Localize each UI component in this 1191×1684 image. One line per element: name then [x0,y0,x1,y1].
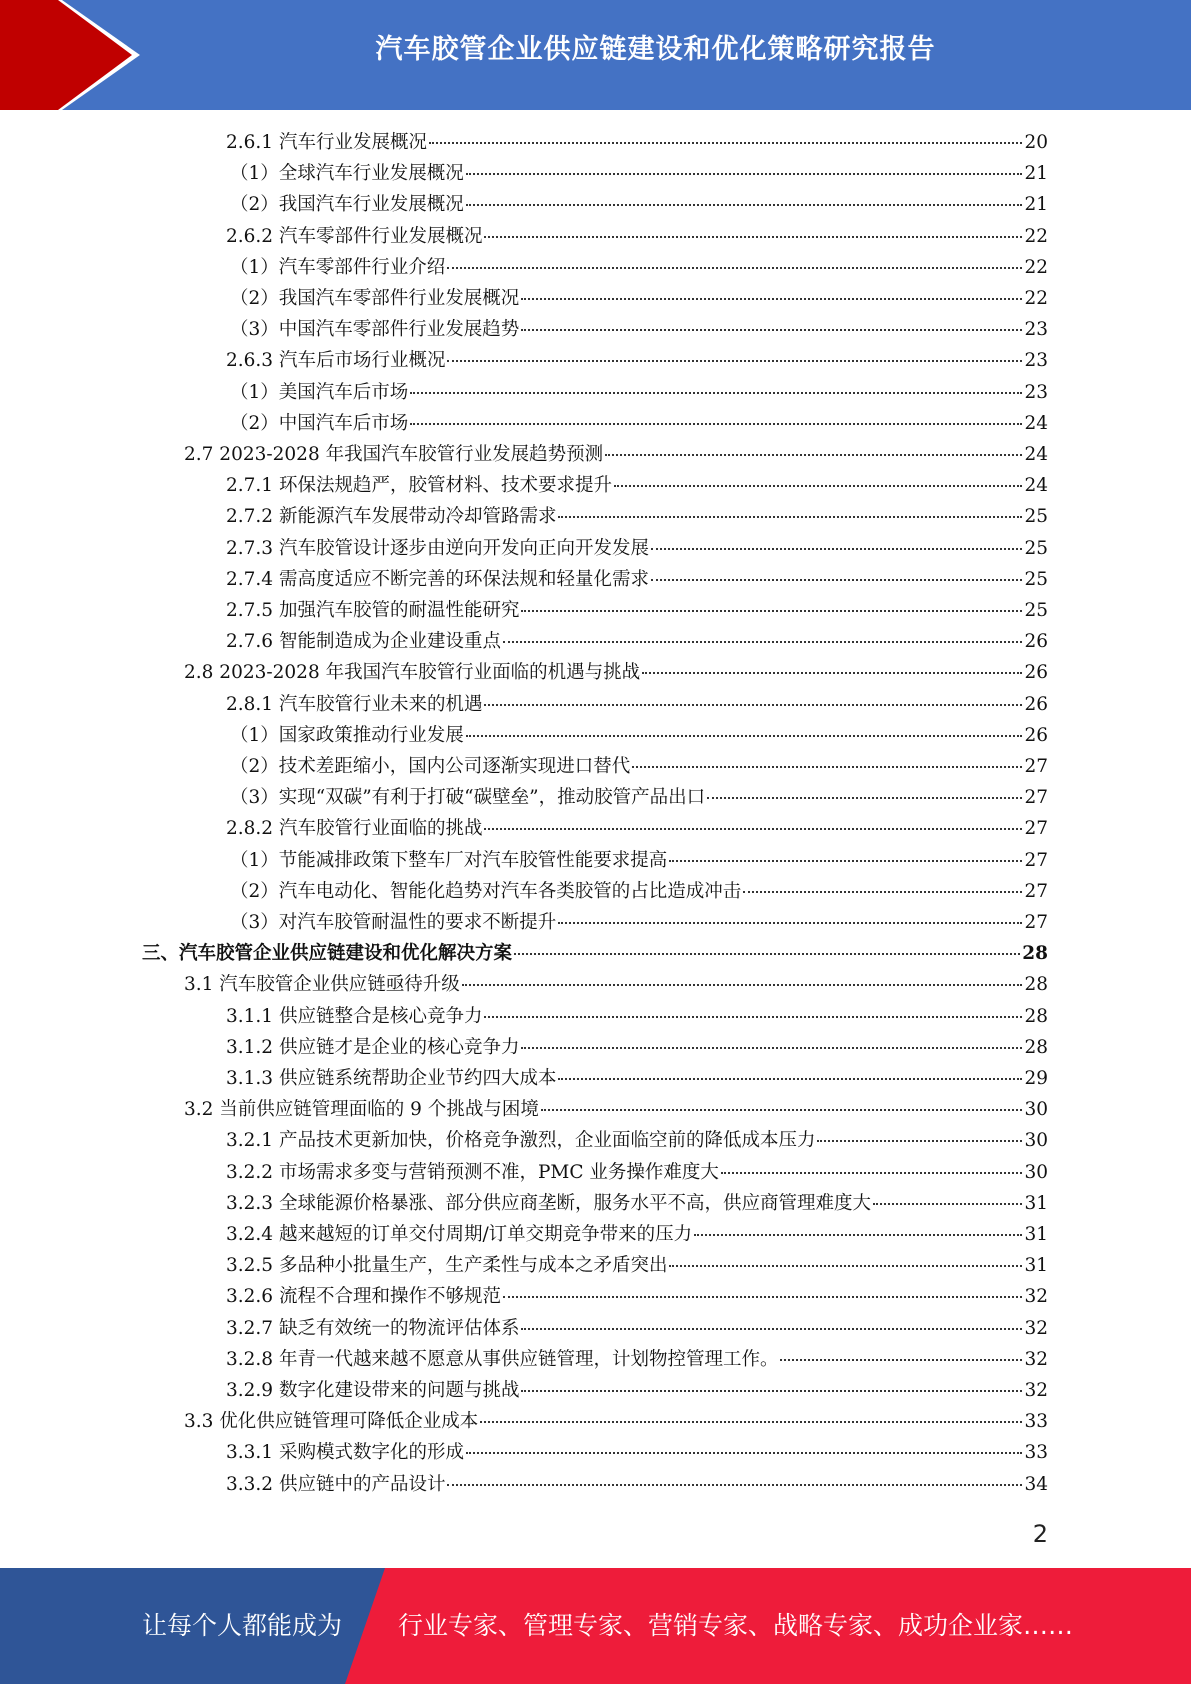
toc-entry[interactable] [226,222,1048,253]
toc-entry-page: 30 [1024,1161,1048,1183]
toc-entry-page: 25 [1024,568,1048,590]
toc-dot-leader [484,235,1022,238]
toc-entry-page: 21 [1024,163,1048,185]
toc-entry[interactable] [226,128,1048,159]
toc-entry[interactable] [226,1376,1048,1407]
toc-entry-page: 27 [1024,880,1048,902]
toc-dot-leader [694,1233,1022,1236]
toc-dot-leader [558,1077,1022,1080]
toc-dot-leader [503,640,1022,643]
toc-dot-leader [429,141,1022,144]
toc-entry-page: 22 [1024,288,1048,309]
toc-entry-page: 27 [1024,818,1048,840]
toc-entry-title: （1）国家政策推动行业发展 [230,724,464,746]
toc-entry-title: 2.7.4 需高度适应不断完善的环保法规和轻量化需求 [226,568,649,590]
toc-dot-leader [521,328,1022,331]
toc-entry-page: 24 [1024,444,1048,465]
toc-entry[interactable] [230,315,1048,346]
toc-entry-title: 3.2.7 缺乏有效统一的物流评估体系 [226,1317,520,1339]
toc-entry[interactable] [226,627,1048,658]
toc-entry-title: （2）技术差距缩小，国内公司逐渐实现进口替代 [230,756,631,777]
toc-entry-page: 26 [1024,693,1048,715]
toc-entry-title: 3.3.2 供应链中的产品设计 [226,1473,446,1495]
toc-entry-title: 3.3.1 采购模式数字化的形成 [226,1442,464,1464]
toc-entry[interactable] [226,1314,1048,1345]
toc-entry[interactable] [226,502,1048,533]
toc-entry-page: 28 [1022,943,1048,965]
toc-entry[interactable] [226,1002,1048,1033]
toc-entry-title: （2）我国汽车行业发展概况 [230,194,464,216]
toc-dot-leader [558,921,1022,924]
toc-entry-title: （2）我国汽车零部件行业发展概况 [230,288,520,309]
toc-entry-page: 32 [1024,1348,1048,1370]
toc-dot-leader [466,1451,1022,1454]
toc-entry[interactable] [226,346,1048,377]
toc-entry-title: 3.2.5 多品种小批量生产，生产柔性与成本之矛盾突出 [226,1255,668,1277]
toc-entry-page: 27 [1024,849,1048,871]
toc-entry-page: 30 [1024,1099,1048,1121]
toc-entry-title: （1）汽车零部件行业介绍 [230,256,446,278]
page-footer [0,1568,1191,1684]
toc-entry-page: 31 [1024,1192,1048,1214]
toc-entry-page: 27 [1024,756,1048,777]
toc-entry[interactable] [230,253,1048,284]
toc-entry-page: 27 [1024,912,1048,933]
toc-dot-leader [642,671,1022,674]
toc-entry[interactable] [230,284,1048,315]
toc-entry-page: 22 [1024,225,1048,247]
header-arrow-shape [0,0,160,110]
toc-entry-title: 3.3 优化供应链管理可降低企业成本 [184,1411,479,1433]
toc-entry-page: 23 [1024,350,1048,372]
toc-dot-leader [503,1295,1022,1298]
toc-entry[interactable] [226,565,1048,596]
footer-slogan-right: 行业专家、管理专家、营销专家、战略专家、成功企业家…… [398,1611,1074,1640]
toc-entry-page: 24 [1024,412,1048,434]
toc-entry[interactable] [230,409,1048,440]
toc-dot-leader [558,515,1022,518]
toc-entry-title: 3.2.9 数字化建设带来的问题与挑战 [226,1380,520,1401]
toc-entry[interactable] [226,534,1048,565]
toc-entry-title: 三、汽车胶管企业供应链建设和优化解决方案 [142,943,513,965]
toc-entry-page: 24 [1024,475,1048,497]
toc-entry[interactable] [230,752,1048,783]
page-number: 2 [1032,1520,1048,1548]
toc-entry-title: （3）对汽车胶管耐温性的要求不断提升 [230,912,557,933]
toc-entry[interactable] [230,190,1048,221]
toc-dot-leader [410,422,1022,425]
toc-entry[interactable] [230,877,1048,908]
toc-dot-leader [632,765,1022,768]
toc-entry[interactable] [226,1158,1048,1189]
toc-entry[interactable] [226,1282,1048,1313]
page-header [0,0,1191,110]
toc-entry-page: 21 [1024,194,1048,216]
toc-entry[interactable] [184,658,1048,689]
toc-entry-page: 26 [1024,631,1048,653]
toc-dot-leader [721,1171,1023,1174]
toc-entry-title: （1）节能减排政策下整车厂对汽车胶管性能要求提高 [230,849,668,871]
toc-entry-title: 2.7.2 新能源汽车发展带动冷却管路需求 [226,506,557,528]
toc-entry[interactable] [230,846,1048,877]
toc-dot-leader [484,1015,1022,1018]
toc-dot-leader [743,890,1022,893]
toc-dot-leader [669,1264,1022,1267]
toc-dot-leader [651,547,1022,550]
toc-dot-leader [480,1420,1022,1423]
toc-entry-title: （2）中国汽车后市场 [230,412,409,434]
toc-entry-title: 3.2 当前供应链管理面临的 9 个挑战与困境 [184,1099,539,1121]
toc-dot-leader [466,203,1023,206]
toc-entry[interactable] [226,1438,1048,1469]
toc-dot-leader [466,734,1023,737]
toc-entry-page: 32 [1024,1286,1048,1308]
toc-dot-leader [521,1389,1022,1392]
toc-dot-leader [541,1108,1023,1111]
report-title: 汽车胶管企业供应链建设和优化策略研究报告 [375,34,936,65]
toc-entry-page: 32 [1024,1380,1048,1401]
toc-entry-title: 2.8.2 汽车胶管行业面临的挑战 [226,818,483,840]
toc-entry-title: 3.1 汽车胶管企业供应链亟待升级 [184,974,460,996]
toc-entry[interactable] [184,440,1048,471]
toc-dot-leader [521,609,1022,612]
toc-entry-title: （3）中国汽车零部件行业发展趋势 [230,319,520,341]
toc-dot-leader [669,859,1022,862]
toc-entry-page: 33 [1024,1411,1048,1433]
toc-entry[interactable] [230,378,1048,409]
toc-entry[interactable] [226,814,1048,845]
toc-dot-leader [447,1483,1022,1486]
toc-dot-leader [707,796,1022,799]
toc-entry[interactable] [226,1251,1048,1282]
toc-entry-title: （1）美国汽车后市场 [230,381,409,403]
toc-entry[interactable] [184,970,1048,1001]
toc-entry-page: 26 [1024,662,1048,684]
toc-entry[interactable] [230,721,1048,752]
toc-entry-title: 2.7 2023-2028 年我国汽车胶管行业发展趋势预测 [184,444,604,465]
toc-dot-leader [605,453,1022,456]
toc-entry-page: 29 [1024,1068,1048,1089]
toc-entry[interactable] [226,1189,1048,1220]
toc-entry-page: 28 [1024,1005,1048,1027]
toc-entry-title: 3.1.1 供应链整合是核心竞争力 [226,1005,483,1027]
toc-entry-title: 3.2.2 市场需求多变与营销预测不准，PMC 业务操作难度大 [226,1161,719,1183]
toc-entry[interactable] [230,783,1048,814]
toc-dot-leader [614,484,1022,487]
toc-dot-leader [462,983,1023,986]
toc-entry[interactable] [226,1220,1048,1251]
toc-entry-page: 23 [1024,381,1048,403]
toc-entry[interactable] [226,471,1048,502]
footer-slogan-left: 让每个人都能成为 [142,1611,343,1640]
toc-entry[interactable] [226,1064,1048,1095]
toc-dot-leader [521,297,1022,300]
toc-entry-page: 25 [1024,600,1048,621]
toc-entry[interactable] [226,1345,1048,1376]
toc-entry-title: 2.8 2023-2028 年我国汽车胶管行业面临的机遇与挑战 [184,662,641,684]
toc-entry-page: 27 [1024,787,1048,809]
toc-entry-title: 2.6.2 汽车零部件行业发展概况 [226,225,483,247]
toc-entry-page: 28 [1024,1036,1048,1058]
toc-dot-leader [447,266,1022,269]
toc-entry-page: 22 [1024,256,1048,278]
toc-entry-title: （1）全球汽车行业发展概况 [230,163,464,185]
toc-dot-leader [484,827,1022,830]
toc-entry[interactable] [230,908,1048,939]
toc-entry-title: 2.6.3 汽车后市场行业概况 [226,350,446,372]
toc-entry-title: 2.7.3 汽车胶管设计逐步由逆向开发向正向开发发展 [226,537,649,559]
toc-dot-leader [521,1046,1022,1049]
toc-entry-page: 31 [1024,1255,1048,1277]
toc-entry[interactable] [184,1407,1048,1438]
toc-entry-title: 2.6.1 汽车行业发展概况 [226,132,427,153]
toc-entry-page: 31 [1024,1224,1048,1245]
toc-entry-title: 3.1.3 供应链系统帮助企业节约四大成本 [226,1068,557,1089]
toc-entry-page: 32 [1024,1317,1048,1339]
toc-entry-page: 25 [1024,506,1048,528]
toc-entry[interactable] [184,1095,1048,1126]
toc-entry-title: 3.1.2 供应链才是企业的核心竞争力 [226,1036,520,1058]
toc-entry[interactable] [226,1033,1048,1064]
toc-dot-leader [514,952,1020,955]
toc-entry[interactable] [226,596,1048,627]
toc-dot-leader [447,359,1022,362]
toc-entry-page: 23 [1024,319,1048,341]
toc-entry-title: 3.2.3 全球能源价格暴涨、部分供应商垄断，服务水平不高，供应商管理难度大 [226,1192,871,1214]
toc-entry-page: 34 [1024,1473,1048,1495]
toc-entry-page: 28 [1024,974,1048,996]
toc-entry-title: 2.7.5 加强汽车胶管的耐温性能研究 [226,600,520,621]
toc-entry-title: （3）实现“双碳”有利于打破“碳壁垒”，推动胶管产品出口 [230,787,706,809]
toc-dot-leader [817,1139,1022,1142]
toc-dot-leader [521,1327,1022,1330]
toc-dot-leader [651,578,1022,581]
toc-entry-page: 25 [1024,537,1048,559]
toc-entry-title: 2.8.1 汽车胶管行业未来的机遇 [226,693,483,715]
toc-dot-leader [410,391,1022,394]
toc-dot-leader [873,1202,1022,1205]
toc-dot-leader [466,172,1023,175]
toc-entry-title: 3.2.4 越来越短的订单交付周期/订单交期竞争带来的压力 [226,1224,693,1245]
toc-dot-leader [780,1358,1022,1361]
toc-entry[interactable] [226,1126,1048,1157]
toc-entry-page: 26 [1024,724,1048,746]
toc-entry-page: 33 [1024,1442,1048,1464]
toc-entry-page: 20 [1024,132,1048,153]
toc-entry-title: 2.7.1 环保法规趋严，胶管材料、技术要求提升 [226,475,612,497]
toc-entry-title: 3.2.6 流程不合理和操作不够规范 [226,1286,501,1308]
toc-entry[interactable] [230,159,1048,190]
toc-entry[interactable] [226,1470,1048,1501]
toc-dot-leader [484,703,1022,706]
toc-entry[interactable] [226,690,1048,721]
toc-entry-page: 30 [1024,1130,1048,1152]
toc-entry-title: 3.2.1 产品技术更新加快，价格竞争激烈，企业面临空前的降低成本压力 [226,1130,816,1152]
toc-entry-title: 3.2.8 年青一代越来越不愿意从事供应链管理，计划物控管理工作。 [226,1348,779,1370]
toc-entry-title: （2）汽车电动化、智能化趋势对汽车各类胶管的占比造成冲击 [230,880,742,902]
toc-entry-title: 2.7.6 智能制造成为企业建设重点 [226,631,501,653]
toc-entry[interactable] [142,939,1048,970]
